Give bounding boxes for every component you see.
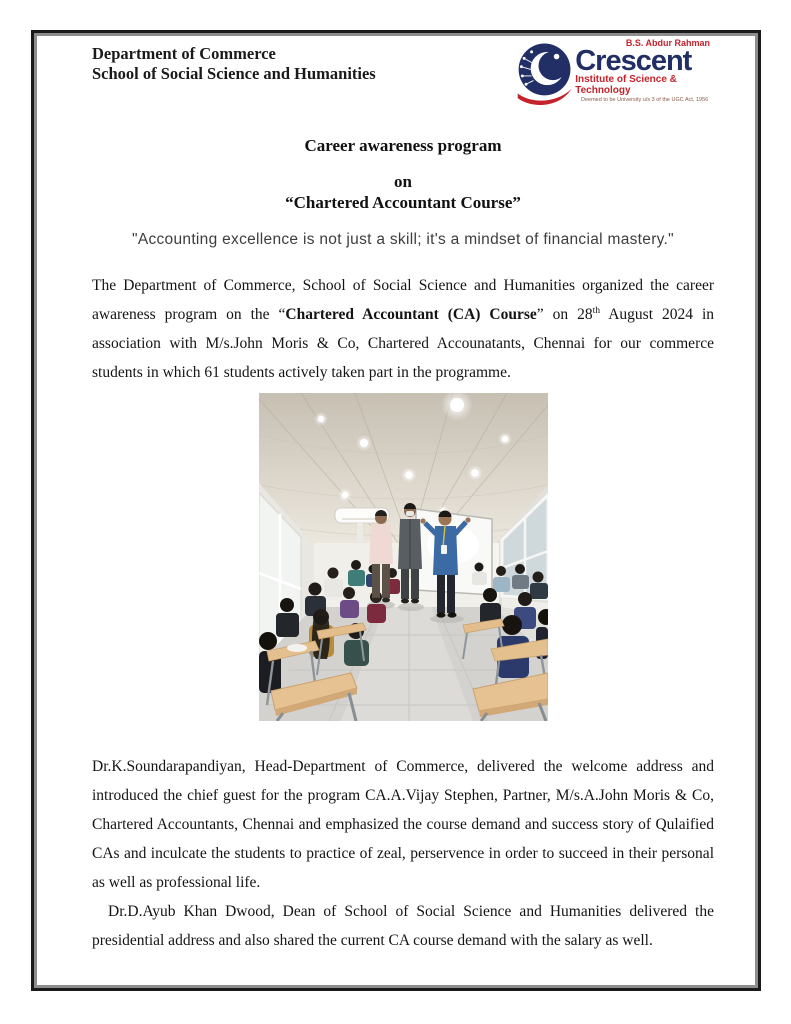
title-line-2: on: [394, 172, 412, 191]
paragraph-presidential-address: Dr.D.Ayub Khan Dwood, Dean of School of Social Science and Humanities delivered the presidential address and also shared the current CA course demand with the salary as well.: [92, 903, 714, 949]
crescent-moon-icon: [514, 38, 573, 112]
paragraph-welcome-address: Dr.K.Soundarapandiyan, Head-Department of Commerce, delivered the welcome address and introduced the chief guest for the program CA.A.Vijay Stephen, Partner, M/s.A.John Moris & Co, Chartered Accountants, Chennai and emphasized the course demand and success story of Qulaified CAs and inculcate the students to practice of zeal, perservence in order to succeed in their personal as well as professional life.: [92, 758, 714, 891]
logo-text: [575, 38, 714, 103]
event-title: [92, 136, 714, 213]
classroom-photo: [259, 393, 548, 721]
logo-name: Crescent: [575, 45, 692, 77]
logo-pretitle: B.S. Abdur Rahman: [625, 38, 710, 48]
logo-tagline: Deemed to be University u/s 3 of the UGC Act, 1956: [581, 97, 709, 103]
department-name: Department of Commerce: [92, 44, 276, 63]
paragraph-intro: The Department of Commerce, School of Social Science and Humanities organized the career awareness program on the “Chartered Accountant (CA) Course” on 28th August 2024 in association with M/s.John Moris & Co, Chartered Accounatants, Chennai for our commerce students in which 61 students actively taken part in the programme.: [92, 277, 715, 381]
department-heading: [92, 40, 376, 83]
institute-logo: [514, 38, 714, 112]
title-line-1: Career awareness program: [304, 136, 502, 155]
header: [92, 40, 714, 112]
school-name: School of Social Science and Humanities: [92, 63, 376, 83]
logo-subtitle: Institute of Science & Technology: [575, 74, 677, 96]
quote-line: "Accounting excellence is not just a skill; it's a mindset of financial mastery.": [132, 231, 674, 248]
title-line-3: “Chartered Accountant Course”: [285, 193, 521, 212]
page-content: [92, 40, 714, 955]
